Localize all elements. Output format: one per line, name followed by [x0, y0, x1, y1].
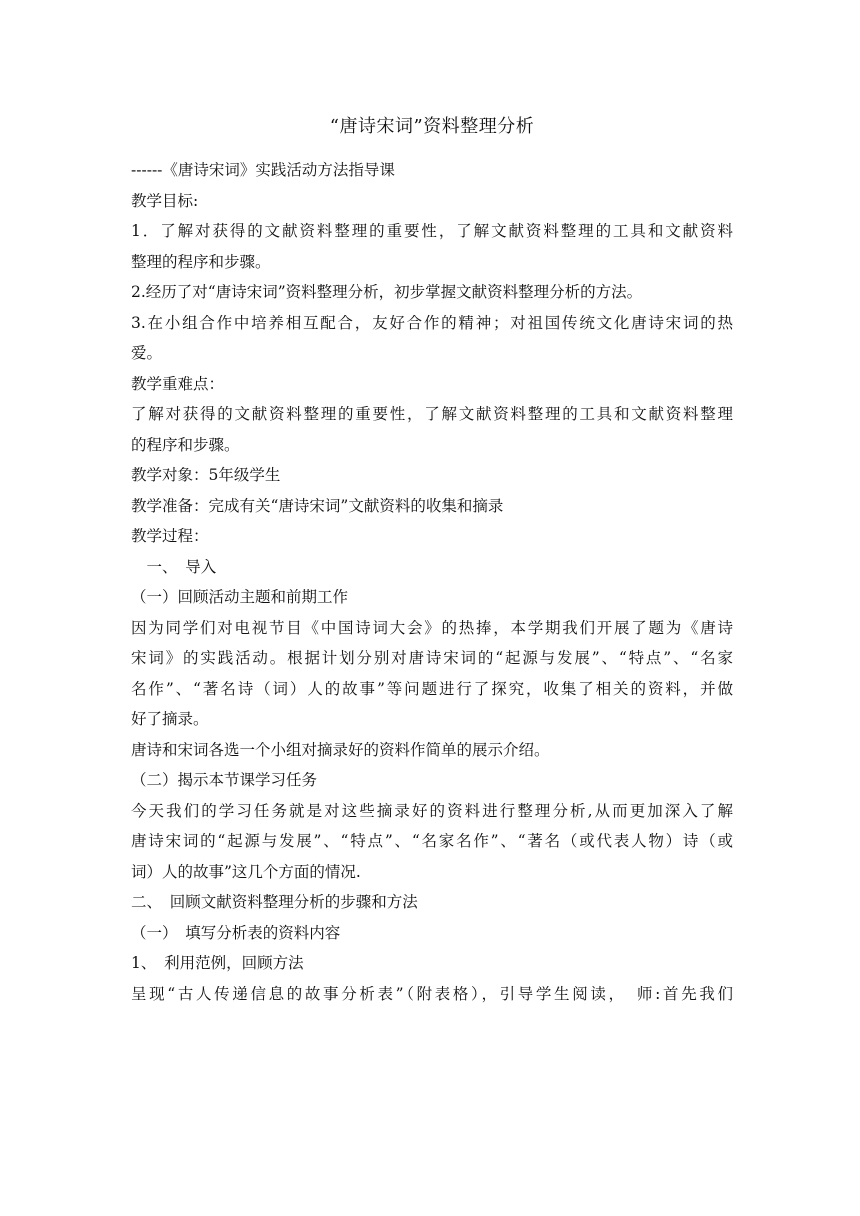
paragraph-line: 唐诗和宋词各选一个小组对摘录好的资料作简单的展示介绍。 — [131, 740, 550, 759]
paragraph-line: 宋词》的实践活动。根据计划分别对唐诗宋词的“起源与发展”、“特点”、“名家 — [131, 649, 733, 667]
paragraph-line: 了解对获得的文献资料整理的重要性，了解文献资料整理的工具和文献资料整理 — [131, 405, 733, 423]
paragraph-line: 呈现“古人传递信息的故事分析表”（附表格），引导学生阅读， 师:首先我们 — [131, 984, 733, 1003]
paragraph-line: 教学重难点： — [131, 374, 225, 393]
paragraph-line: 二、 回顾文献资料整理分析的步骤和方法 — [131, 893, 418, 911]
paragraph-line: 因为同学们对电视节目《中国诗词大会》的热捧，本学期我们开展了题为《唐诗 — [131, 618, 733, 637]
paragraph-line: 爱。 — [131, 344, 163, 362]
paragraph-line: 一、 导入 — [131, 557, 217, 576]
paragraph-line: 好了摘录。 — [131, 710, 209, 728]
paragraph-line: 1．了解对获得的文献资料整理的重要性，了解文献资料整理的工具和文献资料 — [131, 222, 733, 240]
document-page — [131, 113, 733, 1009]
document-body — [131, 155, 733, 1009]
paragraph-line: （二）揭示本节课学习任务 — [131, 771, 318, 789]
paragraph-line: （一）回顾活动主题和前期工作 — [131, 588, 349, 606]
paragraph-line: （一） 填写分析表的资料内容 — [131, 923, 341, 942]
paragraph-line: 1、 利用范例，回顾方法 — [131, 954, 304, 972]
document-title: “唐诗宋词”资料整理分析 — [329, 116, 535, 137]
paragraph-line: 2.经历了对“唐诗宋词”资料整理分析，初步掌握文献资料整理分析的方法。 — [131, 283, 643, 301]
paragraph-line: 教学准备：完成有关“唐诗宋词”文献资料的收集和摘录 — [131, 496, 504, 515]
paragraph-line: 唐诗宋词的“起源与发展”、“特点”、“名家名作”、“著名（或代表人物）诗（或 — [131, 832, 733, 850]
paragraph-line: 教学过程： — [131, 527, 209, 545]
paragraph-line: 名作”、“著名诗（词）人的故事”等问题进行了探究，收集了相关的资料，并做 — [131, 679, 733, 698]
paragraph-line: 今天我们的学习任务就是对这些摘录好的资料进行整理分析,从而更加深入了解 — [131, 801, 733, 820]
paragraph-line: 教学目标: — [131, 191, 199, 210]
paragraph-line: 教学对象：5年级学生 — [131, 466, 281, 484]
paragraph-line: 词）人的故事”这几个方面的情况. — [131, 862, 361, 881]
paragraph-line: 3.在小组合作中培养相互配合，友好合作的精神；对祖国传统文化唐诗宋词的热 — [131, 313, 733, 332]
paragraph-line: 整理的程序和步骤。 — [131, 252, 271, 271]
paragraph-line: ------《唐诗宋词》实践活动方法指导课 — [131, 161, 395, 179]
paragraph-line: 的程序和步骤。 — [131, 435, 240, 454]
